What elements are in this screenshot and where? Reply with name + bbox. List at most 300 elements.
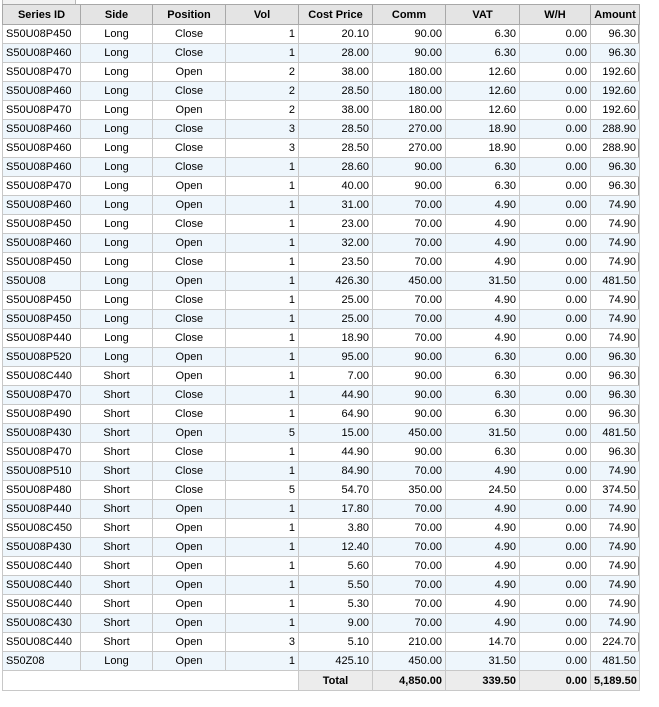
cell-series-id: S50Z08 — [3, 652, 81, 671]
cell-vat: 4.90 — [446, 310, 520, 329]
table-row[interactable] — [3, 443, 640, 462]
cell-wh: 0.00 — [520, 291, 591, 310]
cell-position: Open — [153, 424, 226, 443]
cell-comm: 70.00 — [373, 538, 446, 557]
cell-vol: 1 — [226, 215, 299, 234]
table-row[interactable] — [3, 462, 640, 481]
cell-cost-price: 3.80 — [299, 519, 373, 538]
cell-cost-price: 12.40 — [299, 538, 373, 557]
cell-comm: 70.00 — [373, 196, 446, 215]
cell-series-id: S50U08P460 — [3, 44, 81, 63]
cell-wh: 0.00 — [520, 63, 591, 82]
cell-comm: 350.00 — [373, 481, 446, 500]
col-header-wh[interactable]: W/H — [520, 5, 591, 25]
cell-wh: 0.00 — [520, 177, 591, 196]
cell-cost-price: 31.00 — [299, 196, 373, 215]
cell-vol: 3 — [226, 120, 299, 139]
cell-comm: 270.00 — [373, 120, 446, 139]
cell-side: Long — [81, 329, 153, 348]
col-header-side[interactable]: Side — [81, 5, 153, 25]
cell-wh: 0.00 — [520, 614, 591, 633]
cell-amount: 192.60 — [591, 101, 640, 120]
table-row[interactable] — [3, 367, 640, 386]
cell-vol: 1 — [226, 386, 299, 405]
cell-amount: 96.30 — [591, 367, 640, 386]
cell-wh: 0.00 — [520, 633, 591, 652]
cell-cost-price: 54.70 — [299, 481, 373, 500]
cell-comm: 210.00 — [373, 633, 446, 652]
col-header-vat[interactable]: VAT — [446, 5, 520, 25]
cell-position: Open — [153, 519, 226, 538]
cell-cost-price: 25.00 — [299, 291, 373, 310]
cell-position: Close — [153, 25, 226, 44]
table-row[interactable] — [3, 120, 640, 139]
cell-position: Open — [153, 196, 226, 215]
cell-series-id: S50U08P450 — [3, 291, 81, 310]
cell-amount: 192.60 — [591, 82, 640, 101]
cell-position: Open — [153, 652, 226, 671]
cell-side: Long — [81, 139, 153, 158]
cell-position: Open — [153, 63, 226, 82]
cell-side: Long — [81, 158, 153, 177]
cell-vol: 1 — [226, 595, 299, 614]
cell-side: Short — [81, 557, 153, 576]
table-row[interactable] — [3, 329, 640, 348]
cell-vat: 4.90 — [446, 595, 520, 614]
cell-side: Long — [81, 25, 153, 44]
table-row[interactable] — [3, 253, 640, 272]
cell-wh: 0.00 — [520, 462, 591, 481]
cell-position: Close — [153, 443, 226, 462]
cell-comm: 90.00 — [373, 177, 446, 196]
cell-vol: 1 — [226, 253, 299, 272]
cell-position: Close — [153, 215, 226, 234]
cell-vat: 4.90 — [446, 538, 520, 557]
cell-vol: 1 — [226, 576, 299, 595]
cell-comm: 70.00 — [373, 595, 446, 614]
total-row — [3, 671, 640, 691]
cell-vat: 6.30 — [446, 44, 520, 63]
table-row[interactable] — [3, 63, 640, 82]
cell-series-id: S50U08P460 — [3, 196, 81, 215]
cell-amount: 481.50 — [591, 652, 640, 671]
table-row[interactable] — [3, 158, 640, 177]
cell-cost-price: 95.00 — [299, 348, 373, 367]
cell-comm: 70.00 — [373, 253, 446, 272]
cell-position: Open — [153, 367, 226, 386]
cell-amount: 481.50 — [591, 272, 640, 291]
table-row[interactable] — [3, 272, 640, 291]
table-row[interactable] — [3, 500, 640, 519]
cell-position: Open — [153, 633, 226, 652]
table-row[interactable] — [3, 519, 640, 538]
cell-vat: 4.90 — [446, 462, 520, 481]
cell-vat: 24.50 — [446, 481, 520, 500]
cell-cost-price: 23.50 — [299, 253, 373, 272]
cell-vat: 31.50 — [446, 272, 520, 291]
col-header-position[interactable]: Position — [153, 5, 226, 25]
cell-amount: 74.90 — [591, 196, 640, 215]
cell-amount: 96.30 — [591, 386, 640, 405]
cell-side: Long — [81, 101, 153, 120]
cell-vat: 31.50 — [446, 424, 520, 443]
cell-vol: 1 — [226, 538, 299, 557]
cell-vol: 1 — [226, 348, 299, 367]
cell-series-id: S50U08P440 — [3, 500, 81, 519]
cell-comm: 70.00 — [373, 310, 446, 329]
cell-cost-price: 64.90 — [299, 405, 373, 424]
cell-amount: 74.90 — [591, 234, 640, 253]
cell-side: Long — [81, 234, 153, 253]
cell-cost-price: 425.10 — [299, 652, 373, 671]
cell-comm: 90.00 — [373, 25, 446, 44]
cell-comm: 70.00 — [373, 557, 446, 576]
cell-comm: 90.00 — [373, 44, 446, 63]
cell-amount: 96.30 — [591, 25, 640, 44]
cell-vol: 1 — [226, 25, 299, 44]
cell-vol: 1 — [226, 329, 299, 348]
cell-side: Short — [81, 633, 153, 652]
cell-vat: 4.90 — [446, 614, 520, 633]
cell-series-id: S50U08P470 — [3, 177, 81, 196]
cell-cost-price: 28.50 — [299, 120, 373, 139]
cell-vol: 2 — [226, 63, 299, 82]
cell-series-id: S50U08P450 — [3, 310, 81, 329]
total-row-spacer — [3, 671, 299, 691]
col-header-amount[interactable]: Amount — [591, 5, 640, 25]
cell-wh: 0.00 — [520, 367, 591, 386]
cell-cost-price: 18.90 — [299, 329, 373, 348]
cell-cost-price: 15.00 — [299, 424, 373, 443]
cell-amount: 74.90 — [591, 329, 640, 348]
cell-vol: 2 — [226, 101, 299, 120]
cell-series-id: S50U08P440 — [3, 329, 81, 348]
table-row[interactable] — [3, 139, 640, 158]
cell-vol: 1 — [226, 158, 299, 177]
cell-vat: 12.60 — [446, 101, 520, 120]
cell-series-id: S50U08C430 — [3, 614, 81, 633]
cell-cost-price: 7.00 — [299, 367, 373, 386]
cell-series-id: S50U08C440 — [3, 576, 81, 595]
trades-table — [2, 4, 640, 691]
col-header-series-id[interactable]: Series ID — [3, 5, 81, 25]
cell-cost-price: 5.50 — [299, 576, 373, 595]
cell-amount: 74.90 — [591, 538, 640, 557]
cell-position: Close — [153, 120, 226, 139]
table-row[interactable] — [3, 25, 640, 44]
cell-amount: 96.30 — [591, 177, 640, 196]
cell-series-id: S50U08P430 — [3, 538, 81, 557]
cell-wh: 0.00 — [520, 519, 591, 538]
cell-series-id: S50U08P470 — [3, 63, 81, 82]
cell-amount: 74.90 — [591, 462, 640, 481]
cell-vat: 4.90 — [446, 291, 520, 310]
table-row[interactable] — [3, 424, 640, 443]
cell-vat: 4.90 — [446, 500, 520, 519]
table-row[interactable] — [3, 538, 640, 557]
cell-position: Close — [153, 462, 226, 481]
table-row[interactable] — [3, 614, 640, 633]
cell-position: Open — [153, 500, 226, 519]
cell-cost-price: 5.10 — [299, 633, 373, 652]
cell-position: Open — [153, 177, 226, 196]
cell-vat: 12.60 — [446, 63, 520, 82]
cell-vat: 4.90 — [446, 519, 520, 538]
cell-side: Long — [81, 177, 153, 196]
cell-wh: 0.00 — [520, 215, 591, 234]
cell-cost-price: 38.00 — [299, 63, 373, 82]
cell-side: Short — [81, 614, 153, 633]
table-row[interactable] — [3, 595, 640, 614]
cell-position: Close — [153, 310, 226, 329]
cell-vol: 1 — [226, 177, 299, 196]
cell-vol: 1 — [226, 443, 299, 462]
cell-comm: 450.00 — [373, 652, 446, 671]
cell-comm: 70.00 — [373, 291, 446, 310]
cell-series-id: S50U08P460 — [3, 120, 81, 139]
cell-vol: 1 — [226, 614, 299, 633]
table-row[interactable] — [3, 101, 640, 120]
cell-vol: 1 — [226, 196, 299, 215]
cell-vat: 31.50 — [446, 652, 520, 671]
cell-amount: 96.30 — [591, 348, 640, 367]
cell-vol: 1 — [226, 405, 299, 424]
cell-cost-price: 17.80 — [299, 500, 373, 519]
cell-side: Long — [81, 291, 153, 310]
table-row[interactable] — [3, 234, 640, 253]
cell-comm: 180.00 — [373, 82, 446, 101]
cell-series-id: S50U08C450 — [3, 519, 81, 538]
cell-series-id: S50U08P460 — [3, 158, 81, 177]
cell-vol: 1 — [226, 291, 299, 310]
cell-wh: 0.00 — [520, 576, 591, 595]
cell-amount: 224.70 — [591, 633, 640, 652]
table-row[interactable] — [3, 196, 640, 215]
cell-wh: 0.00 — [520, 196, 591, 215]
cell-vol: 2 — [226, 82, 299, 101]
cell-cost-price: 28.50 — [299, 82, 373, 101]
table-row[interactable] — [3, 215, 640, 234]
cell-side: Long — [81, 120, 153, 139]
cell-series-id: S50U08P470 — [3, 443, 81, 462]
cell-cost-price: 28.50 — [299, 139, 373, 158]
cell-position: Close — [153, 44, 226, 63]
cell-vat: 4.90 — [446, 215, 520, 234]
cell-amount: 96.30 — [591, 44, 640, 63]
total-comm: 4,850.00 — [373, 671, 446, 691]
cell-amount: 96.30 — [591, 443, 640, 462]
table-row[interactable] — [3, 405, 640, 424]
cell-side: Short — [81, 595, 153, 614]
cell-vat: 12.60 — [446, 82, 520, 101]
cell-position: Open — [153, 538, 226, 557]
cell-comm: 450.00 — [373, 272, 446, 291]
cell-vol: 1 — [226, 462, 299, 481]
cell-vol: 1 — [226, 272, 299, 291]
cell-position: Close — [153, 329, 226, 348]
cell-series-id: S50U08P480 — [3, 481, 81, 500]
cell-cost-price: 44.90 — [299, 443, 373, 462]
cell-cost-price: 40.00 — [299, 177, 373, 196]
cell-position: Open — [153, 614, 226, 633]
cell-amount: 374.50 — [591, 481, 640, 500]
cell-series-id: S50U08P430 — [3, 424, 81, 443]
cell-vat: 18.90 — [446, 139, 520, 158]
table-row[interactable] — [3, 557, 640, 576]
cell-vol: 1 — [226, 557, 299, 576]
cell-series-id: S50U08P470 — [3, 386, 81, 405]
cell-side: Short — [81, 424, 153, 443]
cell-comm: 70.00 — [373, 500, 446, 519]
cell-wh: 0.00 — [520, 120, 591, 139]
cell-position: Open — [153, 595, 226, 614]
cell-vol: 1 — [226, 500, 299, 519]
cell-amount: 74.90 — [591, 253, 640, 272]
cell-vat: 6.30 — [446, 177, 520, 196]
cell-side: Short — [81, 386, 153, 405]
cell-vat: 6.30 — [446, 386, 520, 405]
cell-vol: 1 — [226, 234, 299, 253]
cell-comm: 70.00 — [373, 234, 446, 253]
cell-series-id: S50U08P450 — [3, 253, 81, 272]
cell-vat: 6.30 — [446, 25, 520, 44]
table-row[interactable] — [3, 82, 640, 101]
cell-side: Long — [81, 196, 153, 215]
cell-vol: 1 — [226, 367, 299, 386]
cell-vat: 4.90 — [446, 253, 520, 272]
cell-cost-price: 38.00 — [299, 101, 373, 120]
cell-series-id: S50U08P450 — [3, 25, 81, 44]
cell-comm: 70.00 — [373, 215, 446, 234]
cell-vat: 6.30 — [446, 348, 520, 367]
cell-wh: 0.00 — [520, 386, 591, 405]
cell-comm: 90.00 — [373, 443, 446, 462]
cell-wh: 0.00 — [520, 234, 591, 253]
cell-position: Open — [153, 576, 226, 595]
cell-position: Close — [153, 158, 226, 177]
cell-vat: 14.70 — [446, 633, 520, 652]
cell-series-id: S50U08P510 — [3, 462, 81, 481]
cell-cost-price: 25.00 — [299, 310, 373, 329]
cell-amount: 288.90 — [591, 120, 640, 139]
cell-side: Long — [81, 348, 153, 367]
cell-vol: 5 — [226, 424, 299, 443]
cell-comm: 450.00 — [373, 424, 446, 443]
cell-position: Open — [153, 557, 226, 576]
table-row[interactable] — [3, 291, 640, 310]
cell-amount: 74.90 — [591, 576, 640, 595]
cell-side: Short — [81, 367, 153, 386]
cell-wh: 0.00 — [520, 310, 591, 329]
cell-position: Open — [153, 272, 226, 291]
cell-series-id: S50U08P460 — [3, 139, 81, 158]
cell-position: Open — [153, 234, 226, 253]
cell-wh: 0.00 — [520, 443, 591, 462]
cell-side: Long — [81, 272, 153, 291]
cell-position: Close — [153, 291, 226, 310]
table-row[interactable] — [3, 310, 640, 329]
cell-amount: 74.90 — [591, 215, 640, 234]
cell-vat: 6.30 — [446, 443, 520, 462]
cell-amount: 74.90 — [591, 557, 640, 576]
cell-comm: 180.00 — [373, 63, 446, 82]
cell-wh: 0.00 — [520, 139, 591, 158]
cell-position: Open — [153, 101, 226, 120]
cell-position: Open — [153, 348, 226, 367]
cell-amount: 481.50 — [591, 424, 640, 443]
table-row[interactable] — [3, 348, 640, 367]
cell-cost-price: 44.90 — [299, 386, 373, 405]
table-row[interactable] — [3, 652, 640, 671]
cell-wh: 0.00 — [520, 538, 591, 557]
cell-wh: 0.00 — [520, 329, 591, 348]
cell-vat: 4.90 — [446, 557, 520, 576]
col-header-comm[interactable]: Comm — [373, 5, 446, 25]
cell-comm: 70.00 — [373, 576, 446, 595]
cell-side: Short — [81, 519, 153, 538]
cell-side: Short — [81, 462, 153, 481]
table-row[interactable] — [3, 576, 640, 595]
cell-side: Long — [81, 215, 153, 234]
col-header-vol[interactable]: Vol — [226, 5, 299, 25]
cell-cost-price: 9.00 — [299, 614, 373, 633]
cell-series-id: S50U08P460 — [3, 82, 81, 101]
cell-vat: 4.90 — [446, 576, 520, 595]
cell-wh: 0.00 — [520, 481, 591, 500]
cell-wh: 0.00 — [520, 25, 591, 44]
cell-vol: 1 — [226, 44, 299, 63]
cell-position: Close — [153, 386, 226, 405]
cell-amount: 74.90 — [591, 595, 640, 614]
cell-wh: 0.00 — [520, 82, 591, 101]
table-row[interactable] — [3, 177, 640, 196]
cell-cost-price: 426.30 — [299, 272, 373, 291]
cell-position: Close — [153, 405, 226, 424]
cell-wh: 0.00 — [520, 652, 591, 671]
cell-cost-price: 28.60 — [299, 158, 373, 177]
cell-comm: 70.00 — [373, 329, 446, 348]
cell-amount: 96.30 — [591, 158, 640, 177]
cell-position: Close — [153, 82, 226, 101]
col-header-cost-price[interactable]: Cost Price — [299, 5, 373, 25]
table-row[interactable] — [3, 633, 640, 652]
cell-comm: 270.00 — [373, 139, 446, 158]
table-row[interactable] — [3, 481, 640, 500]
cell-vat: 6.30 — [446, 158, 520, 177]
table-row[interactable] — [3, 44, 640, 63]
cell-comm: 90.00 — [373, 348, 446, 367]
cell-comm: 70.00 — [373, 614, 446, 633]
cell-amount: 74.90 — [591, 500, 640, 519]
cell-position: Close — [153, 139, 226, 158]
table-row[interactable] — [3, 386, 640, 405]
cell-vat: 6.30 — [446, 405, 520, 424]
cell-series-id: S50U08P460 — [3, 234, 81, 253]
cell-series-id: S50U08 — [3, 272, 81, 291]
cell-series-id: S50U08P450 — [3, 215, 81, 234]
cell-vol: 1 — [226, 652, 299, 671]
total-amount: 5,189.50 — [591, 671, 640, 691]
cell-series-id: S50U08P490 — [3, 405, 81, 424]
cell-position: Close — [153, 253, 226, 272]
cell-side: Short — [81, 481, 153, 500]
cell-cost-price: 20.10 — [299, 25, 373, 44]
cell-vat: 4.90 — [446, 329, 520, 348]
cell-wh: 0.00 — [520, 348, 591, 367]
cell-wh: 0.00 — [520, 424, 591, 443]
cell-side: Short — [81, 576, 153, 595]
cell-side: Long — [81, 63, 153, 82]
